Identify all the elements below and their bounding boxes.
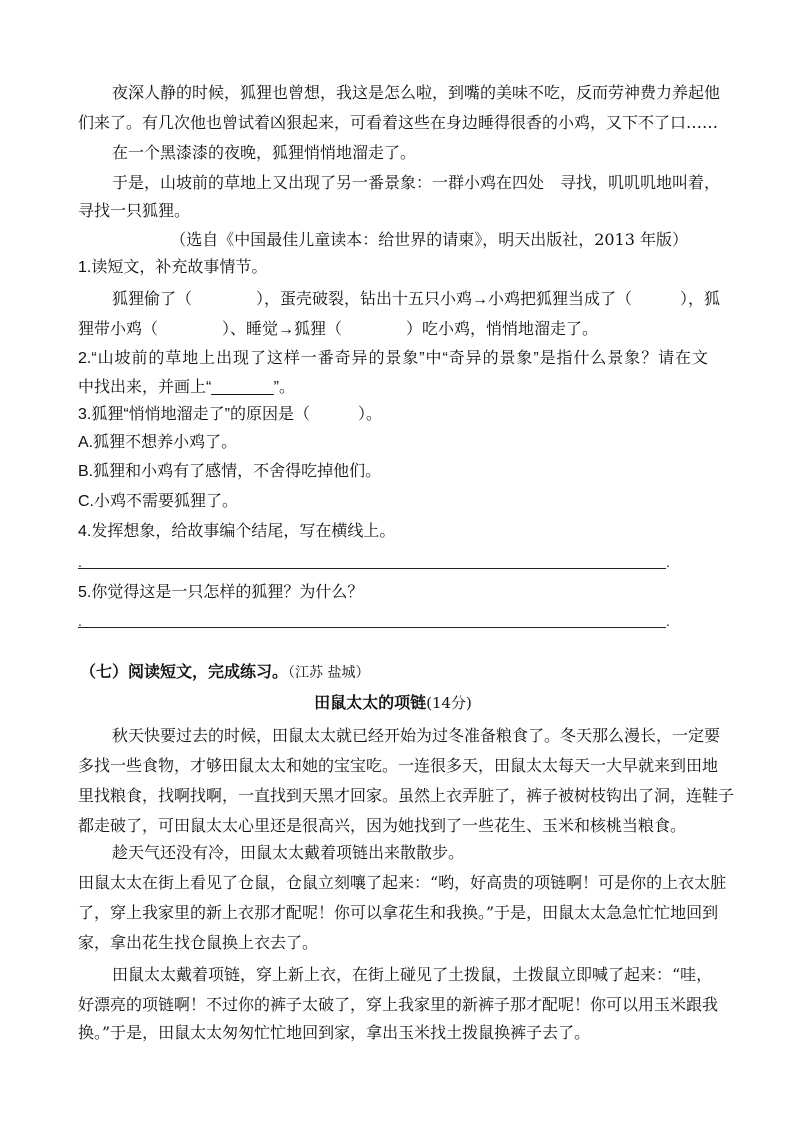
paragraph-line: 于是，山坡前的草地上又出现了另一番景象：一群小鸡在四处 寻找，叽叽叽地叫着， — [112, 173, 721, 192]
paragraph-line: 好漂亮的项链啊！不过你的裤子太破了，穿上我家里的新裤子那才配呢！你可以用玉米跟我 — [78, 995, 719, 1014]
question-2-line: 中找出来，并画上“_______”。 — [78, 379, 295, 396]
question-1: 1.读短文，补充故事情节。 — [78, 259, 268, 276]
article-title-text: 田鼠太太的项链 — [314, 695, 427, 712]
question-4: 4.发挥想象，给故事编个结尾，写在横线上。 — [78, 523, 396, 540]
paragraph-line: 秋天快要过去的时候，田鼠太太就已经开始为过冬准备粮食了。冬天那么漫长，一定要 — [112, 726, 721, 745]
question-3: 3.狐狸“悄悄地溜走了”的原因是（ ）。 — [78, 406, 383, 423]
paragraph-line: 都走破了，可田鼠太太心里还是很高兴，因为她找到了一些花生、玉米和核桃当粮食。 — [78, 816, 687, 835]
section-region: （江苏 盐城） — [288, 665, 370, 681]
paragraph-line: 们来了。有几次他也曾试着凶狠起来，可看着这些在身边睡得很香的小鸡，又下不了口…… — [78, 113, 719, 132]
question-1-line: 狐狸偷了（ ），蛋壳破裂，钻出十五只小鸡→小鸡把狐狸当成了（ ），狐 — [112, 291, 721, 308]
answer-line-start: . — [78, 613, 82, 629]
paragraph-line: 家，拿出花生找仓鼠换上衣去了。 — [78, 933, 319, 952]
paragraph-line: 夜深人静的时候，狐狸也曾想，我这是怎么啦，到嘴的美味不吃，反而劳神费力养起他 — [112, 83, 721, 102]
paragraph-line: 田鼠太太在街上看见了仓鼠，仓鼠立刻嚷了起来：“哟，好高贵的项链啊！可是你的上衣太脏 — [78, 873, 727, 892]
option-a: A.狐狸不想养小鸡了。 — [78, 434, 238, 451]
paragraph-line: 在一个黑漆漆的夜晚，狐狸悄悄地溜走了。 — [112, 143, 417, 162]
answer-line-end: . — [666, 554, 670, 570]
section-heading-text: （七）阅读短文，完成练习。 — [80, 664, 289, 681]
paragraph-line: 田鼠太太戴着项链，穿上新上衣，在街上碰见了土拨鼠，土拨鼠立即喊了起来：“哇， — [112, 965, 713, 984]
source-citation: （选自《中国最佳儿童读本：给世界的请柬》，明天出版社，2013 年版） — [170, 230, 688, 249]
option-b: B.狐狸和小鸡有了感情，不舍得吃掉他们。 — [78, 463, 382, 480]
paragraph-line: 了，穿上我家里的新上衣那才配呢！你可以拿花生和我换。”于是，田鼠太太急急忙忙地回到 — [78, 903, 719, 922]
question-5: 5.你觉得这是一只怎样的狐狸？为什么？ — [78, 584, 364, 601]
answer-line[interactable] — [78, 567, 666, 569]
paragraph-line: 多找一些食物，才够田鼠太太和她的宝宝吃。一连很多天，田鼠太太每天一大早就来到田地 — [78, 756, 719, 775]
answer-line[interactable] — [78, 626, 666, 628]
paragraph-line: 里找粮食，找啊找啊，一直找到天黑才回家。虽然上衣弄脏了，裤子被树枝钩出了洞，连鞋子 — [78, 786, 735, 805]
paragraph-line: 换。”于是，田鼠太太匆匆忙忙地回到家，拿出玉米找土拨鼠换裤子去了。 — [78, 1023, 591, 1042]
answer-line-start: . — [78, 554, 82, 570]
question-2: 2.“山坡前的草地上出现了这样一番奇异的景象”中“奇异的景象”是指什么景象？请在文 — [78, 350, 708, 367]
paragraph-line: 趁天气还没有冷，田鼠太太戴着项链出来散散步。 — [112, 843, 465, 862]
paragraph-line: 寻找一只狐狸。 — [78, 201, 191, 220]
answer-line-end: . — [666, 613, 670, 629]
question-1-line: 狸带小鸡（ ）、睡觉→狐狸（ ）吃小鸡，悄悄地溜走了。 — [78, 321, 599, 338]
article-score: (14分) — [426, 694, 472, 712]
option-c: C.小鸡不需要狐狸了。 — [78, 493, 239, 510]
article-title — [78, 692, 708, 714]
section-heading — [80, 662, 710, 684]
